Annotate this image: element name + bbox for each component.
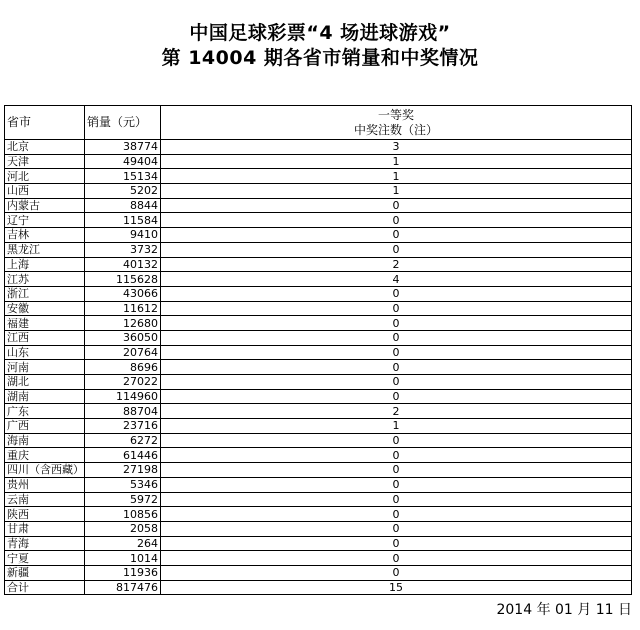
- province-cell: 甘肃: [5, 521, 85, 536]
- province-cell: 内蒙古: [5, 198, 85, 213]
- sales-cell: 38774: [85, 140, 161, 155]
- sales-cell: 3732: [85, 242, 161, 257]
- table-row: [5, 463, 632, 478]
- table-row: [5, 316, 632, 331]
- table-row: [5, 228, 632, 243]
- table-row: [5, 272, 632, 287]
- province-cell: 广西: [5, 419, 85, 434]
- province-cell: 安徽: [5, 301, 85, 316]
- province-cell: 江西: [5, 330, 85, 345]
- winners-cell: 0: [161, 448, 632, 463]
- province-cell: 吉林: [5, 228, 85, 243]
- table-row: [5, 448, 632, 463]
- table-row: [5, 301, 632, 316]
- table-row: [5, 521, 632, 536]
- winners-cell: 0: [161, 345, 632, 360]
- table-row: [5, 477, 632, 492]
- report-date: 2014 年 01 月 11 日: [496, 602, 632, 618]
- sales-cell: 11612: [85, 301, 161, 316]
- winners-cell: 0: [161, 507, 632, 522]
- table-row: [5, 330, 632, 345]
- table-row: [5, 565, 632, 580]
- winners-cell: 0: [161, 360, 632, 375]
- province-cell: 浙江: [5, 286, 85, 301]
- province-cell: 湖北: [5, 375, 85, 390]
- winners-cell: 0: [161, 375, 632, 390]
- province-cell: 重庆: [5, 448, 85, 463]
- table-row: [5, 419, 632, 434]
- table-body: [5, 140, 632, 595]
- winners-cell: 4: [161, 272, 632, 287]
- province-cell: 云南: [5, 492, 85, 507]
- province-cell: 广东: [5, 404, 85, 419]
- table-row: [5, 257, 632, 272]
- winners-cell: 1: [161, 419, 632, 434]
- table-row: [5, 389, 632, 404]
- sales-cell: 11936: [85, 565, 161, 580]
- header-province: 省市: [5, 106, 85, 140]
- table-row: [5, 140, 632, 155]
- table-row: [5, 154, 632, 169]
- winners-cell: 0: [161, 565, 632, 580]
- table-row: [5, 286, 632, 301]
- sales-cell: 5346: [85, 477, 161, 492]
- winners-cell: 1: [161, 154, 632, 169]
- sales-cell: 43066: [85, 286, 161, 301]
- province-cell: 河南: [5, 360, 85, 375]
- province-cell: 山西: [5, 184, 85, 199]
- sales-cell: 11584: [85, 213, 161, 228]
- province-cell: 湖南: [5, 389, 85, 404]
- title-line-2: 第 14004 期各省市销量和中奖情况: [161, 47, 479, 69]
- sales-cell: 817476: [85, 580, 161, 595]
- sales-cell: 2058: [85, 521, 161, 536]
- table-row: [5, 360, 632, 375]
- table-row: [5, 198, 632, 213]
- sales-cell: 61446: [85, 448, 161, 463]
- winners-cell: 0: [161, 551, 632, 566]
- sales-cell: 9410: [85, 228, 161, 243]
- province-cell: 黑龙江: [5, 242, 85, 257]
- province-cell: 新疆: [5, 565, 85, 580]
- winners-cell: 1: [161, 184, 632, 199]
- sales-cell: 88704: [85, 404, 161, 419]
- table-row: [5, 580, 632, 595]
- sales-cell: 6272: [85, 433, 161, 448]
- winners-cell: 0: [161, 433, 632, 448]
- winners-cell: 0: [161, 463, 632, 478]
- winners-cell: 0: [161, 536, 632, 551]
- province-cell: 天津: [5, 154, 85, 169]
- table-row: [5, 242, 632, 257]
- winners-cell: 0: [161, 316, 632, 331]
- table-row: [5, 507, 632, 522]
- province-cell: 海南: [5, 433, 85, 448]
- table-row: [5, 213, 632, 228]
- sales-cell: 23716: [85, 419, 161, 434]
- table-row: [5, 184, 632, 199]
- header-first-prize: [161, 106, 632, 140]
- table-header-row: [5, 106, 632, 140]
- winners-cell: 0: [161, 213, 632, 228]
- province-cell: 福建: [5, 316, 85, 331]
- province-cell: 陕西: [5, 507, 85, 522]
- sales-cell: 15134: [85, 169, 161, 184]
- table-row: [5, 433, 632, 448]
- winners-cell: 0: [161, 286, 632, 301]
- winners-cell: 3: [161, 140, 632, 155]
- winners-cell: 0: [161, 521, 632, 536]
- winners-cell: 0: [161, 242, 632, 257]
- table-row: [5, 536, 632, 551]
- winners-cell: 0: [161, 492, 632, 507]
- winners-cell: 1: [161, 169, 632, 184]
- sales-cell: 20764: [85, 345, 161, 360]
- header-sales: 销量（元）: [85, 106, 161, 140]
- sales-cell: 114960: [85, 389, 161, 404]
- sales-table: [4, 105, 632, 595]
- sales-cell: 40132: [85, 257, 161, 272]
- sales-cell: 5202: [85, 184, 161, 199]
- winners-cell: 15: [161, 580, 632, 595]
- table-row: [5, 345, 632, 360]
- sales-cell: 1014: [85, 551, 161, 566]
- province-cell: 四川（含西藏）: [5, 463, 85, 478]
- sales-cell: 36050: [85, 330, 161, 345]
- province-cell: 上海: [5, 257, 85, 272]
- province-cell: 贵州: [5, 477, 85, 492]
- winners-cell: 0: [161, 198, 632, 213]
- sales-cell: 5972: [85, 492, 161, 507]
- province-cell: 江苏: [5, 272, 85, 287]
- winners-cell: 2: [161, 257, 632, 272]
- province-cell: 河北: [5, 169, 85, 184]
- sales-cell: 27022: [85, 375, 161, 390]
- sales-cell: 27198: [85, 463, 161, 478]
- province-cell: 宁夏: [5, 551, 85, 566]
- winners-cell: 0: [161, 330, 632, 345]
- winners-cell: 0: [161, 301, 632, 316]
- province-cell: 青海: [5, 536, 85, 551]
- sales-cell: 49404: [85, 154, 161, 169]
- table-row: [5, 375, 632, 390]
- header-prize-level: 一等奖: [377, 107, 414, 122]
- title-line-1: 中国足球彩票“4 场进球游戏”: [189, 22, 451, 44]
- sales-cell: 264: [85, 536, 161, 551]
- sales-cell: 115628: [85, 272, 161, 287]
- winners-cell: 2: [161, 404, 632, 419]
- winners-cell: 0: [161, 228, 632, 243]
- sales-cell: 8844: [85, 198, 161, 213]
- sales-cell: 8696: [85, 360, 161, 375]
- sales-cell: 10856: [85, 507, 161, 522]
- sales-cell: 12680: [85, 316, 161, 331]
- table-row: [5, 492, 632, 507]
- province-cell: 辽宁: [5, 213, 85, 228]
- winners-cell: 0: [161, 477, 632, 492]
- table-row: [5, 404, 632, 419]
- province-cell: 合计: [5, 580, 85, 595]
- table-row: [5, 551, 632, 566]
- header-winners: 中奖注数（注）: [353, 122, 438, 137]
- winners-cell: 0: [161, 389, 632, 404]
- province-cell: 山东: [5, 345, 85, 360]
- table-row: [5, 169, 632, 184]
- province-cell: 北京: [5, 140, 85, 155]
